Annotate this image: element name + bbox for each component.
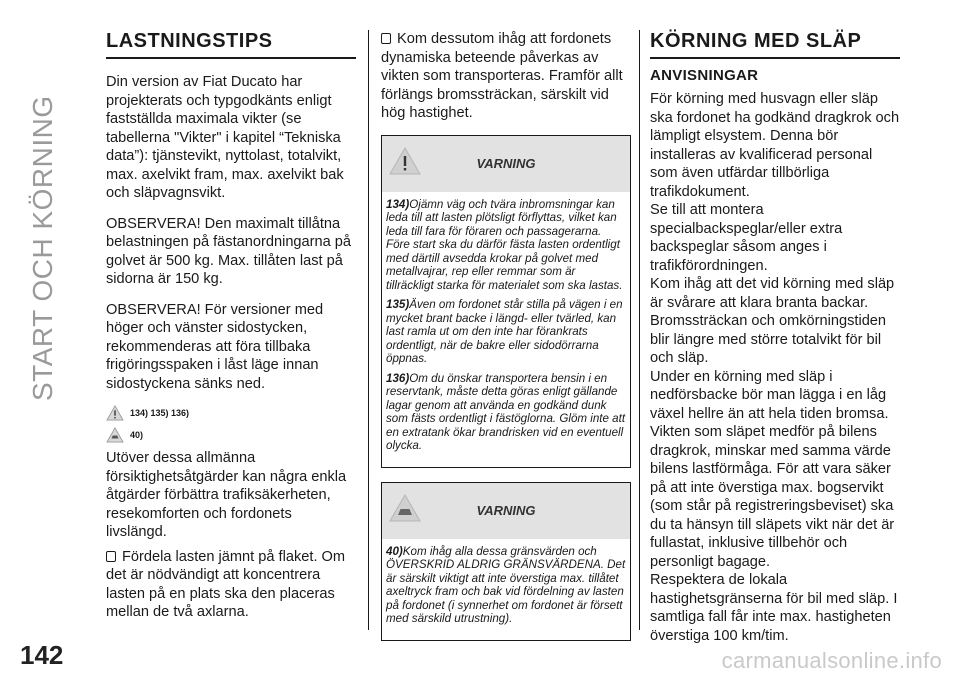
towing-paragraph: Respektera de lokala hastighetsgränserna för bil med släp. I samtliga fall får inte max. hastigheten överstiga 100 km/tim. — [650, 572, 898, 644]
warning-box-header — [382, 483, 630, 539]
bullet-text: Kom dessutom ihåg att fordonets dynamiska beteende påverkas av vikten som transporteras. Framför allt förlängs bromssträckan, särskilt vid hög hastighet. — [381, 31, 623, 121]
column-towing — [650, 30, 900, 645]
paragraph-precautions: Utöver dessa allmänna försiktighetsåtgärder kan några enkla åtgärder förbättra trafiksäkerheten, resekomforten och fordonets livslängd. — [106, 450, 347, 540]
warning-ref-numbers: 134) 135) 136) — [130, 408, 190, 418]
paragraph-side-panels: OBSERVERA! För versioner med höger och vänster sidostycken, rekommenderas att föra tillbaka frigöringsspaken i låst läge innan sidostyckena sänks ned. — [106, 301, 324, 392]
column-warnings — [381, 30, 631, 641]
caution-car-icon — [106, 427, 124, 443]
column-divider — [639, 30, 640, 630]
page-number: 142 — [20, 640, 64, 670]
heading-towing: KÖRNING MED SLÄP — [650, 30, 900, 59]
watermark-text: carmanualsonline.info — [721, 648, 942, 673]
bullet-text: Fördela lasten jämnt på flaket. Om det är nödvändigt att koncentrera lasten på en plats ska den placeras mellan de två axlarna. — [106, 548, 346, 620]
bullet-square-icon — [106, 551, 116, 562]
warning-box-2 — [381, 482, 631, 641]
towing-paragraph: Bromssträckan och omkörningstiden blir längre med större totalvikt för bil och släp. — [650, 313, 887, 366]
warning-triangle-icon — [106, 405, 124, 421]
warning-refs — [106, 405, 356, 421]
column-loading-tips — [106, 30, 356, 622]
towing-paragraph: Vikten som släpet medför på bilens dragkrok, minskar med samma värde bilens lastförmåga. För att vara säker på att inte överstiga max. bogservikt (som står på registreringsbeviset) ska du ta hänsyn till släpets vikt när det är fullastat, inklusive tillbehör och personligt bagage. — [650, 424, 895, 570]
paragraph-floor-load: OBSERVERA! Den maximalt tillåtna belastningen på fästanordningarna på golvet är 500 kg. Max. tillåten last på sidorna är 150 kg. — [106, 215, 352, 287]
caution-car-icon — [388, 493, 422, 523]
column-divider — [368, 30, 369, 630]
section-side-title: START OCH KÖRNING — [27, 95, 58, 401]
warning-triangle-icon — [388, 146, 422, 176]
warning-item — [386, 545, 626, 626]
warning-item-number: 40) — [386, 544, 403, 558]
towing-paragraph: Se till att montera specialbackspeglar/eller extra backspeglar såsom anges i trafikförordningen. — [650, 202, 843, 274]
warning-item-text: Ojämn väg och tvära inbromsningar kan leda till att lasten plötsligt förflyttas, vilket kan leda till fara för föraren och passagerarna. Före start ska du därför fästa lasten ordentligt med därtill avsedda krokar på golvet med metallvajrar, rep eller remmar som är tillräckligt starka för materialet som ska lastas. — [386, 197, 623, 292]
warning-item-text: Kom ihåg alla dessa gränsvärden och ÖVERSKRID ALDRIG GRÄNSVÄRDENA. Det är särskilt viktigt att inte överstiga max. tillåtet axeltryck fram och bak vid fördelning av lasten på fordonet (i synnerhet om fordonet är försett med särskild utrustning). — [386, 544, 626, 625]
warning-item-number: 136) — [386, 371, 410, 385]
warning-box-body — [382, 192, 630, 467]
warning-item — [386, 298, 626, 366]
warning-box-1 — [381, 135, 631, 468]
subheading-instructions: ANVISNINGAR — [650, 67, 759, 84]
warning-title: VARNING — [476, 156, 536, 171]
towing-paragraph: Under en körning med släp i nedförsbacke bör man lägga i en låg växel hellre än att hela tiden bromsa. — [650, 368, 889, 422]
warning-item-number: 134) — [386, 197, 410, 211]
warning-item-number: 135) — [386, 298, 410, 311]
warning-item — [386, 198, 626, 293]
caution-ref-number: 40) — [130, 430, 144, 440]
bullet-distribute-load — [106, 548, 356, 622]
warning-box-header — [382, 136, 630, 192]
heading-loading-tips: LASTNINGSTIPS — [106, 30, 356, 59]
bullet-square-icon — [381, 33, 391, 44]
towing-paragraph: Kom ihåg att det vid körning med släp är svårare att klara branta backar. — [650, 276, 895, 311]
paragraph-weights: Din version av Fiat Ducato har projekterats och typgodkänts enligt fastställda maximala vikter (se tabellerna "Vikter" i kapitel “Tekniska data”): tjänstevikt, nyttolast, totalvikt, max. axelvikt fram, max. axelvikt bak och släpvagnsvikt. — [106, 74, 344, 201]
warning-box-body — [382, 539, 630, 640]
caution-refs — [106, 427, 356, 443]
warning-title: VARNING — [476, 503, 536, 518]
warning-item — [386, 372, 626, 453]
bullet-dynamic-behaviour — [381, 30, 631, 123]
warning-item-text: Om du önskar transportera bensin i en reservtank, måste detta göras enligt gällande lagar genom att använda en godkänd dunk som fästs ordentligt i fästöglorna. Glöm inte att en extratank ökar brandrisken vid en eventuell olycka. — [386, 371, 626, 452]
warning-item-text: Även om fordonet står stilla på vägen i en mycket brant backe i längd- eller tvärled, kan last ramla ut om den inte har förankrats ordentligt, när de bakre eller sidodörrarna öppnas. — [386, 298, 623, 365]
towing-paragraph: För körning med husvagn eller släp ska fordonet ha godkänd dragkrok och lämpligt elsystem. Denna bör installeras av kvalificerad personal som även utfärdar tillbörliga trafikdokument. — [650, 91, 900, 200]
